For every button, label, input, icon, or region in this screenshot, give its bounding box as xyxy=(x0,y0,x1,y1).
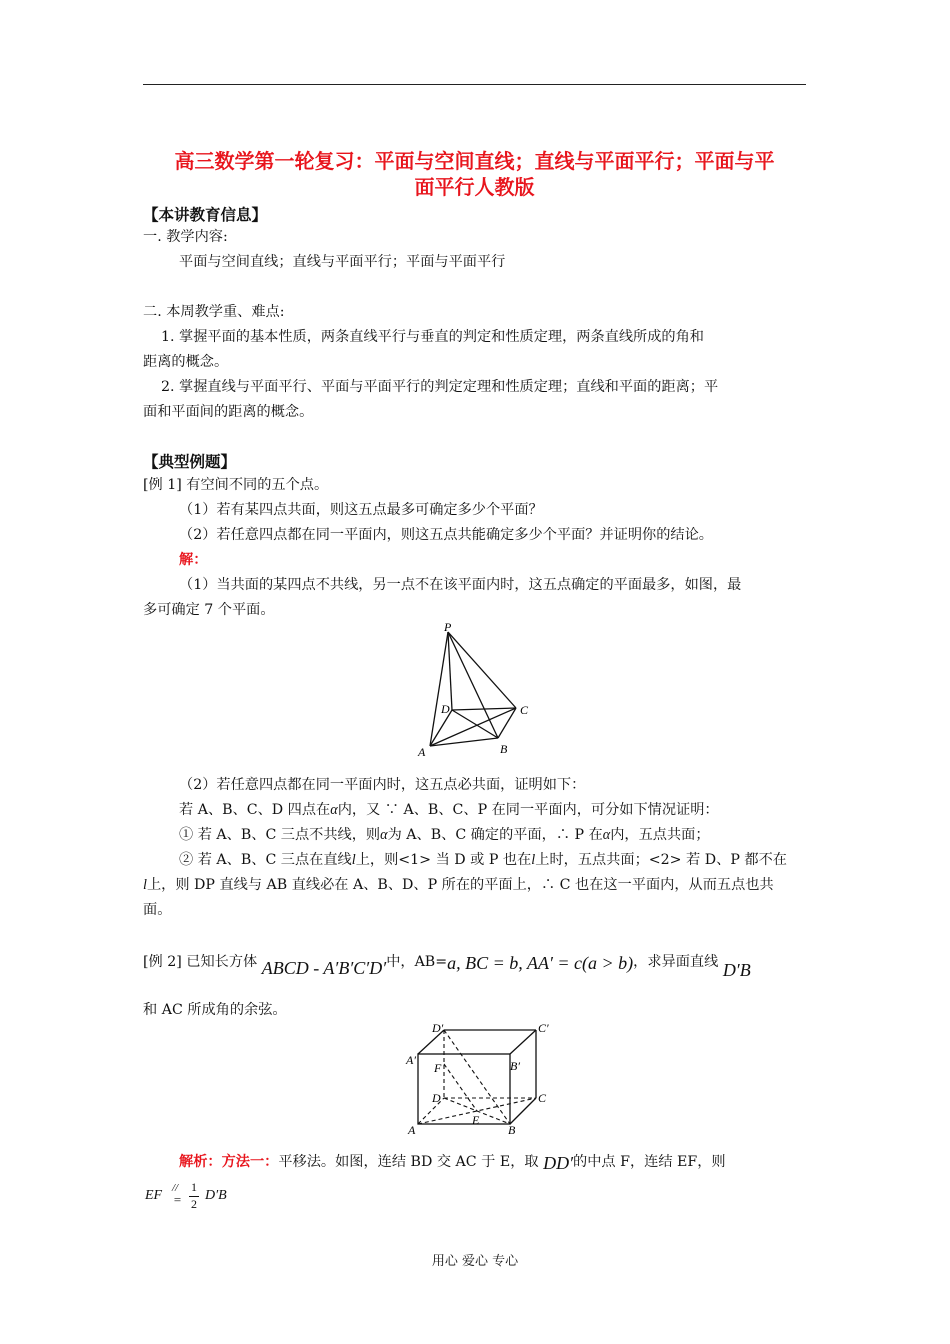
focus-item-2b: 面和平面间的距离的概念。 xyxy=(143,404,314,420)
solution-part-2: 的中点 F，连结 EF，则 xyxy=(573,1154,726,1170)
fraction-denominator: 2 xyxy=(191,1197,197,1211)
cuboid-label-f: F xyxy=(434,1061,442,1075)
example-1-stem: [例 1] 有空间不同的五个点。 xyxy=(143,477,329,493)
line-dpb: D′B xyxy=(722,960,751,980)
alpha-symbol: α xyxy=(330,802,338,818)
segment-dpb: D′B xyxy=(205,1188,227,1203)
cuboid-label-a: A xyxy=(408,1123,416,1137)
answer-2d-part-1: ② 若 A、B、C 三点在直线 xyxy=(179,852,352,868)
example-1-q1: （1）若有某四点共面，则这五点最多可确定多少个平面？ xyxy=(179,502,543,518)
alpha-symbol: α xyxy=(602,827,611,843)
section-heading-info: 【本讲教育信息】 xyxy=(143,206,268,224)
content-text: 平面与空间直线；直线与平面平行；平面与平面平行 xyxy=(179,254,506,270)
example-1-answer-2e xyxy=(143,875,774,895)
title-line-1: 高三数学第一轮复习：平面与空间直线；直线与平面平行；平面与平 xyxy=(174,149,775,173)
box-conditions: a, BC = b, AA′ = c(a > b) xyxy=(447,953,634,973)
example-1-answer-1b: 多可确定 7 个平面。 xyxy=(143,602,275,618)
example-2-stem-end: 和 AC 所成角的余弦。 xyxy=(143,1002,287,1018)
pyramid-label-d: D xyxy=(441,702,450,716)
cuboid-label-e: E xyxy=(472,1113,480,1127)
answer-2c-part-1: ① 若 A、B、C 三点不共线，则 xyxy=(179,827,381,843)
example-1-answer-2f: 面。 xyxy=(143,902,172,918)
example-1-answer-2b xyxy=(179,800,719,820)
answer-2e-text: 上，则 DP 直线与 AB 直线必在 A、B、D、P 所在的平面上，∴ C 也在这一平面内，从而五点也共 xyxy=(146,877,774,893)
line-l-symbol: l xyxy=(143,877,147,893)
example-2-stem-start: [例 2] 已知长方体 xyxy=(143,954,258,970)
fraction-numerator: 1 xyxy=(191,1180,197,1194)
cuboid-label-c-prime: C′ xyxy=(538,1021,549,1035)
line-l-symbol: l xyxy=(531,852,536,868)
example-2-ask: ，求异面直线 xyxy=(633,954,719,970)
example-2-solution-label: 解析：方法一： xyxy=(179,1154,279,1170)
cuboid-label-d-prime: D′ xyxy=(432,1021,444,1035)
document-title xyxy=(143,148,806,200)
segment-dd-prime: DD′ xyxy=(543,1153,574,1173)
parallel-symbol: // xyxy=(172,1182,179,1194)
cuboid-label-c: C xyxy=(538,1091,547,1105)
example-2-mid: 中，AB= xyxy=(386,954,448,970)
section-heading-examples: 【典型例题】 xyxy=(143,453,237,471)
answer-2d-part-3: 上时，五点共面；<2> 若 D、P 都不在 xyxy=(535,852,787,868)
example-1-answer-2a: （2）若任意四点都在同一平面内时，这五点必共面，证明如下： xyxy=(179,777,586,793)
pyramid-label-p: P xyxy=(444,620,452,634)
box-name: ABCD - A′B′C′D′ xyxy=(261,958,387,978)
cuboid-label-b-prime: B′ xyxy=(510,1059,520,1073)
example-2-stem-line xyxy=(143,950,751,980)
alpha-symbol: α xyxy=(380,827,388,843)
focus-label: 二. 本周教学重、难点: xyxy=(143,304,285,320)
solution-part-1: 平移法。如图，连结 BD 交 AC 于 E，取 xyxy=(278,1154,539,1170)
cuboid-label-d: D xyxy=(432,1091,441,1105)
example-1-solution-label: 解： xyxy=(179,552,208,568)
example-1-answer-1a: （1）当共面的某四点不共线，另一点不在该平面内时，这五点确定的平面最多，如图，最 xyxy=(179,577,742,593)
answer-2c-part-3: 内，五点共面； xyxy=(610,827,710,843)
answer-2b-part-1: 若 A、B、C、D 四点在 xyxy=(179,802,331,818)
answer-2d-part-2: 上，则<1> 当 D 或 P 也在 xyxy=(355,852,532,868)
equal-symbol: = xyxy=(173,1192,182,1207)
example-1-q2: （2）若任意四点都在同一平面内，则这五点共能确定多少个平面？并证明你的结论。 xyxy=(179,527,713,543)
cuboid-label-a-prime: A′ xyxy=(406,1053,416,1067)
content-label: 一. 教学内容: xyxy=(143,229,228,245)
cuboid-label-b: B xyxy=(508,1123,516,1137)
example-2-solution-line xyxy=(179,1150,726,1172)
segment-ef: EF xyxy=(145,1188,163,1203)
header-rule xyxy=(143,84,806,85)
line-l-symbol: l xyxy=(351,852,356,868)
answer-2c-part-2: 为 A、B、C 确定的平面，∴ P 在 xyxy=(387,827,603,843)
example-1-answer-2d xyxy=(179,850,787,870)
title-line-2: 面平行人教版 xyxy=(414,175,535,199)
pyramid-label-a: A xyxy=(418,745,426,759)
figure-cuboid xyxy=(402,1020,554,1138)
page-footer: 用心 爱心 专心 xyxy=(431,1254,519,1269)
focus-item-1a: 1. 掌握平面的基本性质，两条直线平行与垂直的判定和性质定理，两条直线所成的角和 xyxy=(161,329,704,345)
pyramid-label-b: B xyxy=(500,742,508,756)
focus-item-1b: 距离的概念。 xyxy=(143,354,229,370)
answer-2b-part-2: 内，又 ∵ A、B、C、P 在同一平面内，可分如下情况证明： xyxy=(337,802,719,818)
figure-pyramid xyxy=(408,618,540,760)
focus-item-2a: 2. 掌握直线与平面平行、平面与平面平行的判定定理和性质定理；直线和平面的距离；平 xyxy=(161,379,719,395)
pyramid-label-c: C xyxy=(520,703,529,717)
example-1-answer-2c xyxy=(179,825,710,845)
